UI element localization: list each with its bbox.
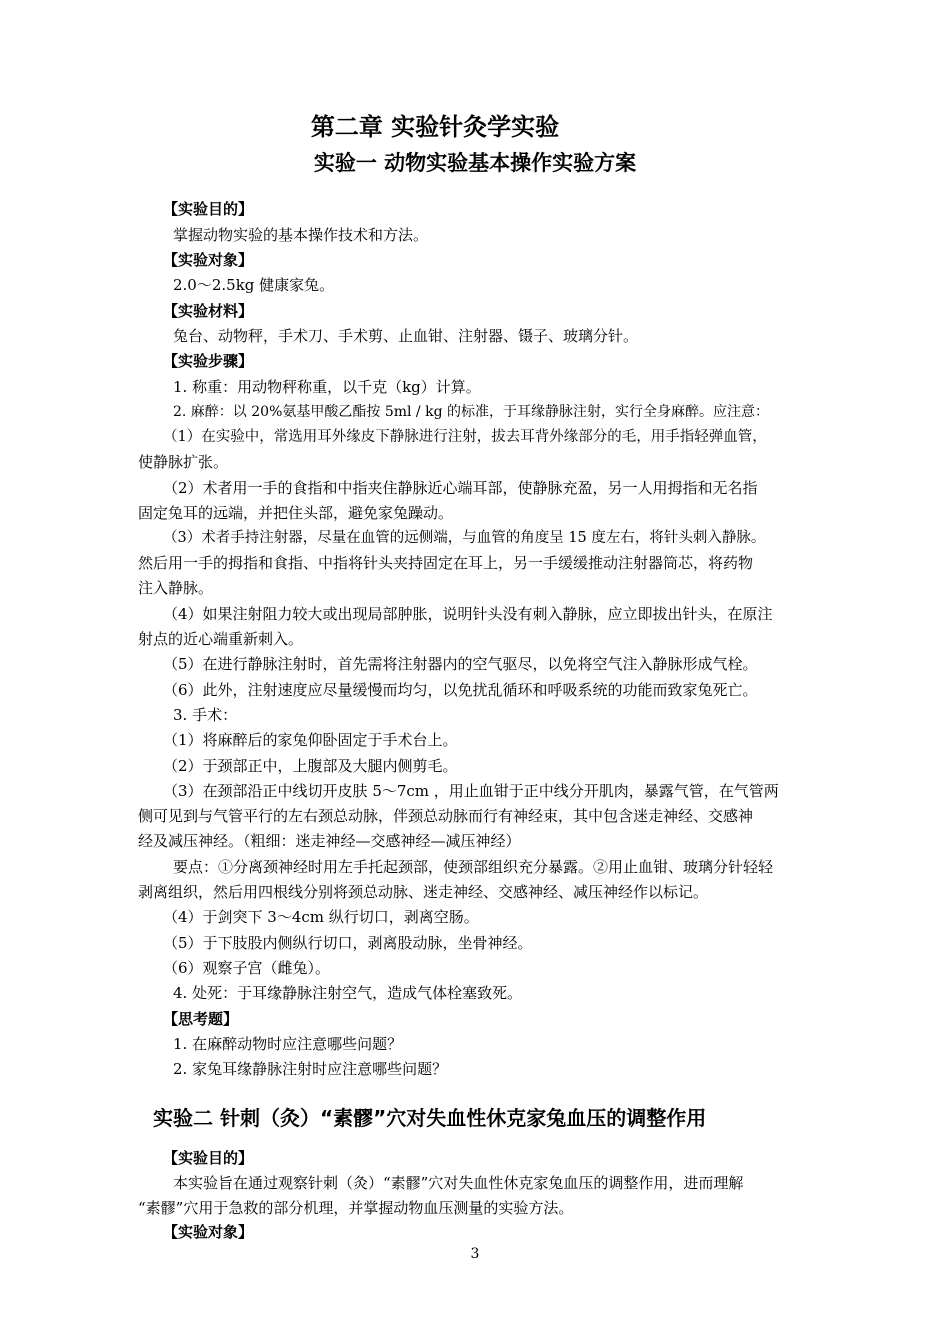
purpose-text: 掌握动物实验的基本操作技术和方法。 [173,226,429,244]
step-2-2-line-b: 固定兔耳的远端，并把住头部，避免家兔躁动。 [138,504,454,522]
experiment-2-title: 实验二 针刺（灸）“素髎”穴对失血性休克家兔血压的调整作用 [153,1106,707,1130]
step-2-3-line-b: 然后用一手的拇指和食指、中指将针头夹持固定在耳上，另一手缓缓推动注射器筒芯，将药物 [138,554,754,572]
step-2-1-line-b: 使静脉扩张。 [138,453,229,471]
step-3: 3. 手术： [173,706,238,724]
chapter-title: 第二章 实验针灸学实验 [310,113,560,141]
material-text: 兔台、动物秤，手术刀、手术剪、止血钳、注射器、镊子、玻璃分针。 [173,327,639,345]
step-3-4: （4）于剑突下 3～4cm 纵行切口，剥离空肠。 [163,908,479,926]
think-heading: 【思考题】 [163,1010,239,1028]
step-3-3-line-a: （3）在颈部沿正中线切开皮肤 5～7cm ，用止血钳于正中线分开肌肉，暴露气管，在气管两 [163,782,779,800]
step-2-1-line-a: （1）在实验中，常选用耳外缘皮下静脉进行注射，拔去耳背外缘部分的毛，用手指轻弹血管， [163,429,767,445]
step-2-2-line-a: （2）术者用一手的食指和中指夹住静脉近心端耳部，使静脉充盈，另一人用拇指和无名指 [163,479,758,497]
step-3-3-line-c: 经及减压神经。（粗细：迷走神经—交感神经—减压神经） [138,832,521,850]
experiment-1-title: 实验一 动物实验基本操作实验方案 [313,151,637,175]
page-number: 3 [470,1246,480,1262]
step-3-3-line-b: 侧可见到与气管平行的左右颈总动脉，伴颈总动脉而行有神经束，其中包含迷走神经、交感神 [138,807,754,825]
step-2: 2. 麻醉：以 20%氨基甲酸乙酯按 5ml / kg 的标准，于耳缘静脉注射，实行全身麻醉。应注意： [173,404,769,420]
question-1: 1. 在麻醉动物时应注意哪些问题？ [173,1035,403,1053]
purpose-heading: 【实验目的】 [163,200,254,218]
step-2-3-line-c: 注入静脉。 [138,579,214,597]
step-4: 4. 处死：于耳缘静脉注射空气，造成气体栓塞致死。 [173,984,523,1002]
step-1: 1. 称重：用动物秤称重，以千克（kg）计算。 [173,378,481,396]
exp2-purpose-heading: 【实验目的】 [163,1149,254,1167]
step-3-1: （1）将麻醉后的家兔仰卧固定于手术台上。 [163,731,458,749]
step-3-2: （2）于颈部正中，上腹部及大腿内侧剪毛。 [163,757,458,775]
exp2-object-heading: 【实验对象】 [163,1223,254,1241]
step-2-3-line-a: （3）术者手持注射器，尽量在血管的远侧端，与血管的角度呈 15 度左右，将针头刺入静脉。 [163,530,766,546]
step-2-4-line-b: 射点的近心端重新刺入。 [138,630,304,648]
object-heading: 【实验对象】 [163,251,254,269]
exp2-purpose-line-a: 本实验旨在通过观察针刺（灸）“素髎”穴对失血性休克家兔血压的调整作用，进而理解 [173,1174,744,1192]
key-points-line-a: 要点：①分离颈神经时用左手托起颈部，使颈部组织充分暴露。②用止血钳、玻璃分针轻轻 [173,858,774,876]
step-2-4-line-a: （4）如果注射阻力较大或出现局部肿胀，说明针头没有刺入静脉，应立即拔出针头，在原注 [163,605,773,623]
key-points-line-b: 剥离组织，然后用四根线分别将颈总动脉、迷走神经、交感神经、减压神经作以标记。 [138,883,709,901]
step-3-5: （5）于下肢股内侧纵行切口，剥离股动脉，坐骨神经。 [163,934,533,952]
steps-heading: 【实验步骤】 [163,352,254,370]
exp2-purpose-line-b: “素髎”穴用于急救的部分机理，并掌握动物血压测量的实验方法。 [138,1199,574,1217]
object-text: 2.0～2.5kg 健康家兔。 [173,276,335,294]
step-2-6: （6）此外，注射速度应尽量缓慢而均匀，以免扰乱循环和呼吸系统的功能而致家兔死亡。 [163,681,758,699]
question-2: 2. 家兔耳缘静脉注射时应注意哪些问题？ [173,1060,448,1078]
step-2-5: （5）在进行静脉注射时，首先需将注射器内的空气驱尽，以免将空气注入静脉形成气栓。 [163,655,758,673]
step-3-6: （6）观察子宫（雌兔）。 [163,959,331,977]
material-heading: 【实验材料】 [163,302,254,320]
